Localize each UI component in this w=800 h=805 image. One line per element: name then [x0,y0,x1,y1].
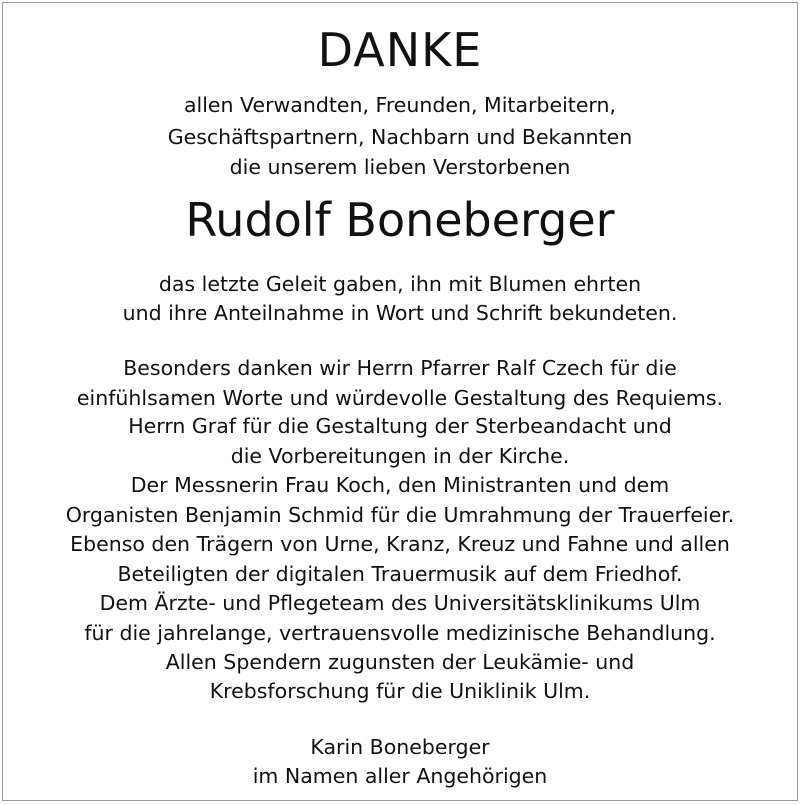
intro-line-3: die unserem lieben Verstorbenen [229,155,571,179]
intro-line-1: allen Verwandten, Freunden, Mitarbeitern, [183,93,617,117]
thanks-line-8: Beteiligten der digitalen Trauermusik auf dem Friedhof. [117,562,683,586]
thanks-line-3: Herrn Graf für die Gestaltung der Sterbeandacht und [128,414,672,438]
deceased-name: Rudolf Boneberger [185,193,615,247]
signature-relation: im Namen aller Angehörigen [252,764,548,788]
thanks-line-5: Der Messnerin Frau Koch, den Ministranten und dem [130,473,670,497]
thanks-line-2: einfühlsamen Worte und würdevolle Gestaltung des Requiems. [76,386,724,410]
thanks-line-1: Besonders danken wir Herrn Pfarrer Ralf Czech für die [123,356,677,380]
after-name-line-2: und ihre Anteilnahme in Wort und Schrift bekundeten. [122,301,678,325]
intro-line-2: Geschäftspartnern, Nachbarn und Bekannten [167,125,633,149]
thanks-line-10: für die jahrelange, vertrauensvolle medizinische Behandlung. [84,621,716,645]
after-name-line-1: das letzte Geleit gaben, ihn mit Blumen ehrten [158,272,642,296]
thanks-line-4: die Vorbereitungen in der Kirche. [230,444,570,468]
thanks-line-12: Krebsforschung für die Uniklinik Ulm. [209,679,591,703]
signature-name: Karin Boneberger [310,735,490,759]
thank-you-notice [2,2,798,801]
thanks-line-6: Organisten Benjamin Schmid für die Umrahmung der Trauerfeier. [65,503,735,527]
thanks-line-9: Dem Ärzte- und Pflegeteam des Universitätsklinikums Ulm [99,591,701,615]
thanks-line-11: Allen Spendern zugunsten der Leukämie- und [165,650,635,674]
notice-heading: DANKE [317,23,483,77]
thanks-line-7: Ebenso den Trägern von Urne, Kranz, Kreuz und Fahne und allen [70,532,730,556]
